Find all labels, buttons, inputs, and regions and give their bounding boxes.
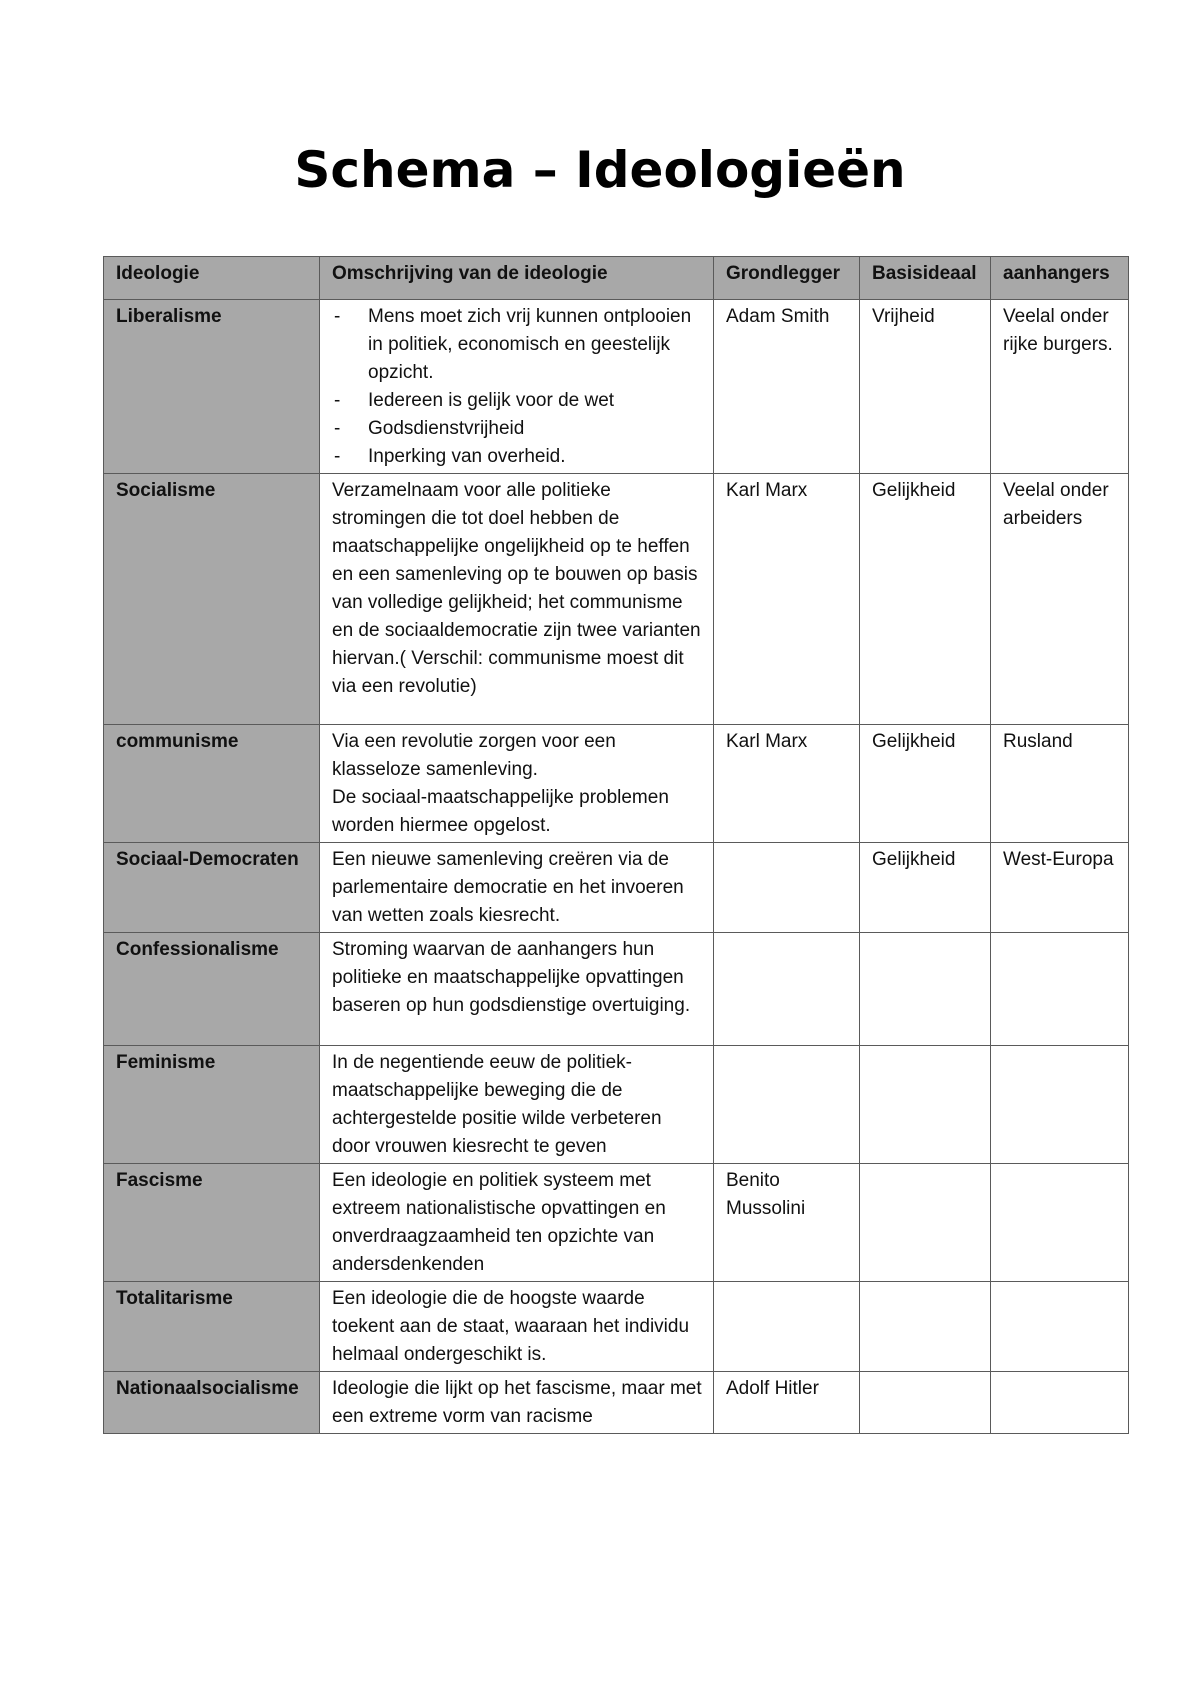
aanhangers-cell: West-Europa bbox=[991, 843, 1129, 933]
omschrijving-cell: In de negentiende eeuw de politiek-maatschappelijke beweging die de achtergestelde positie wilde verbeteren door vrouwen kiesrecht te geven bbox=[320, 1046, 714, 1164]
bullet-item: - Inperking van overheid. bbox=[332, 443, 703, 471]
basisideaal-cell: Gelijkheid bbox=[860, 725, 991, 843]
ideologie-cell: communisme bbox=[104, 725, 320, 843]
ideologie-cell: Feminisme bbox=[104, 1046, 320, 1164]
table-row bbox=[104, 300, 1129, 474]
table-row bbox=[104, 843, 1129, 933]
aanhangers-cell bbox=[991, 1046, 1129, 1164]
ideologie-cell: Fascisme bbox=[104, 1164, 320, 1282]
omschrijving-line: Via een revolutie zorgen voor een klasseloze samenleving. bbox=[332, 731, 616, 780]
grondlegger-cell bbox=[714, 843, 860, 933]
grondlegger-cell: Adolf Hitler bbox=[714, 1372, 860, 1434]
table-row bbox=[104, 474, 1129, 725]
grondlegger-cell bbox=[714, 1046, 860, 1164]
header-grondlegger: Grondlegger bbox=[714, 257, 860, 300]
bullet-item: - Mens moet zich vrij kunnen ontplooien in politiek, economisch en geestelijk opzicht. bbox=[332, 303, 703, 387]
grondlegger-cell: Karl Marx bbox=[714, 474, 860, 725]
aanhangers-cell: Veelal onder arbeiders bbox=[991, 474, 1129, 725]
ideologie-cell: Liberalisme bbox=[104, 300, 320, 474]
ideology-table bbox=[103, 256, 1129, 1434]
omschrijving-cell: Ideologie die lijkt op het fascisme, maar met een extreme vorm van racisme bbox=[320, 1372, 714, 1434]
grondlegger-cell: Benito Mussolini bbox=[714, 1164, 860, 1282]
omschrijving-cell: Een ideologie en politiek systeem met extreem nationalistische opvattingen en onverdraagzaamheid ten opzichte van andersdenkenden bbox=[320, 1164, 714, 1282]
omschrijving-line: De sociaal-maatschappelijke problemen worden hiermee opgelost. bbox=[332, 787, 669, 836]
table-row bbox=[104, 1164, 1129, 1282]
header-ideologie: Ideologie bbox=[104, 257, 320, 300]
basisideaal-cell bbox=[860, 1282, 991, 1372]
table-row bbox=[104, 1282, 1129, 1372]
omschrijving-cell bbox=[320, 300, 714, 474]
aanhangers-cell: Rusland bbox=[991, 725, 1129, 843]
aanhangers-cell bbox=[991, 1164, 1129, 1282]
header-aanhangers: aanhangers bbox=[991, 257, 1129, 300]
basisideaal-cell: Vrijheid bbox=[860, 300, 991, 474]
ideologie-cell: Sociaal-Democraten bbox=[104, 843, 320, 933]
aanhangers-cell bbox=[991, 1372, 1129, 1434]
basisideaal-cell bbox=[860, 1372, 991, 1434]
grondlegger-cell bbox=[714, 1282, 860, 1372]
basisideaal-cell: Gelijkheid bbox=[860, 474, 991, 725]
basisideaal-cell: Gelijkheid bbox=[860, 843, 991, 933]
ideologie-cell: Totalitarisme bbox=[104, 1282, 320, 1372]
ideologie-cell: Socialisme bbox=[104, 474, 320, 725]
table-row bbox=[104, 725, 1129, 843]
omschrijving-cell: Verzamelnaam voor alle politieke stromingen die tot doel hebben de maatschappelijke ongelijkheid op te heffen en een samenleving op te bouwen op basis van volledige gelijkheid; het communisme en de sociaaldemocratie zijn twee varianten hiervan.( Verschil: communisme moest dit via een revolutie) bbox=[320, 474, 714, 725]
bullet-item: - Godsdienstvrijheid bbox=[332, 415, 703, 443]
ideologie-cell: Confessionalisme bbox=[104, 933, 320, 1046]
ideologie-cell: Nationaalsocialisme bbox=[104, 1372, 320, 1434]
basisideaal-cell bbox=[860, 1046, 991, 1164]
bullet-item: - Iedereen is gelijk voor de wet bbox=[332, 387, 703, 415]
header-omschrijving: Omschrijving van de ideologie bbox=[320, 257, 714, 300]
table-header-row bbox=[104, 257, 1129, 300]
omschrijving-bullet-list bbox=[332, 303, 703, 471]
omschrijving-cell: Een nieuwe samenleving creëren via de parlementaire democratie en het invoeren van wetten zoals kiesrecht. bbox=[320, 843, 714, 933]
header-basisideaal: Basisideaal bbox=[860, 257, 991, 300]
table-row bbox=[104, 1046, 1129, 1164]
basisideaal-cell bbox=[860, 1164, 991, 1282]
aanhangers-cell: Veelal onder rijke burgers. bbox=[991, 300, 1129, 474]
basisideaal-cell bbox=[860, 933, 991, 1046]
grondlegger-cell: Adam Smith bbox=[714, 300, 860, 474]
table-row bbox=[104, 1372, 1129, 1434]
table-row bbox=[104, 933, 1129, 1046]
grondlegger-cell bbox=[714, 933, 860, 1046]
page-title: Schema – Ideologieën bbox=[294, 141, 906, 199]
omschrijving-cell bbox=[320, 725, 714, 843]
omschrijving-cell: Stroming waarvan de aanhangers hun politieke en maatschappelijke opvattingen baseren op hun godsdienstige overtuiging. bbox=[320, 933, 714, 1046]
aanhangers-cell bbox=[991, 933, 1129, 1046]
omschrijving-cell: Een ideologie die de hoogste waarde toekent aan de staat, waaraan het individu helmaal ondergeschikt is. bbox=[320, 1282, 714, 1372]
grondlegger-cell: Karl Marx bbox=[714, 725, 860, 843]
aanhangers-cell bbox=[991, 1282, 1129, 1372]
